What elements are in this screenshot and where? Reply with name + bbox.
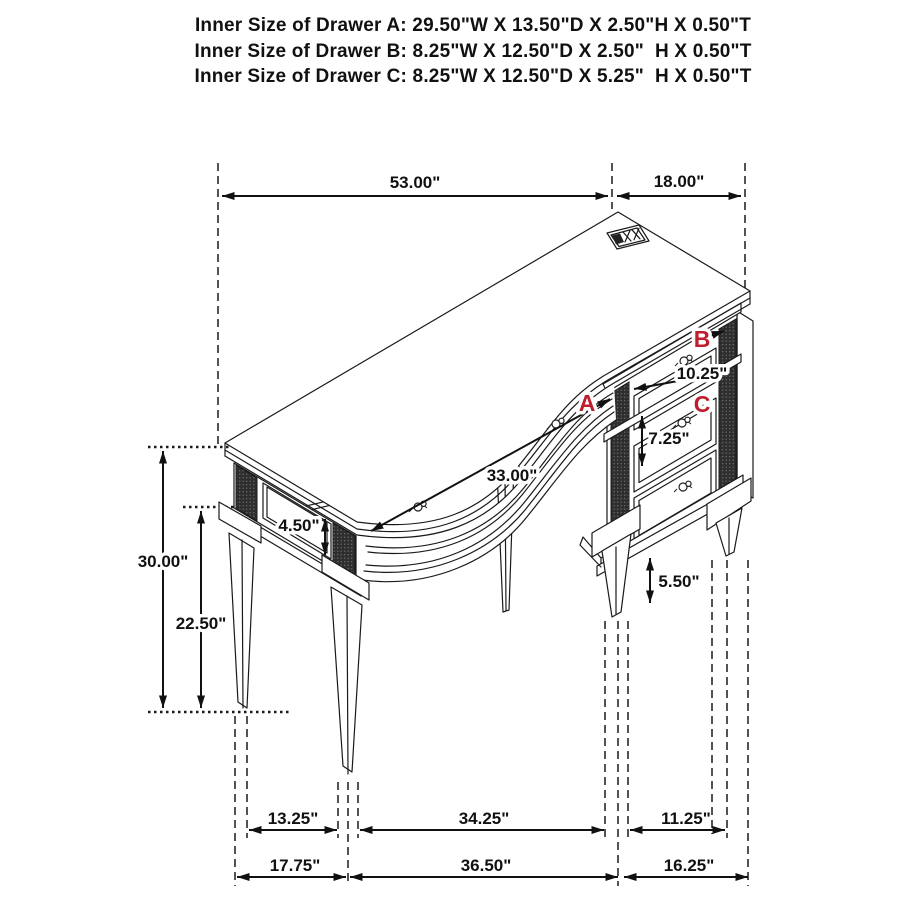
dim-drawer-c-face-height-label: 7.25" [648, 429, 690, 448]
dim-leg-height-label: 22.50" [175, 614, 227, 633]
back-left-leg [219, 502, 261, 708]
dim-row1-right-label: 11.25" [661, 809, 711, 828]
dim-drawer-a-length-label: 33.00" [486, 466, 538, 485]
drawer-b-size-text: Inner Size of Drawer B: 8.25"W X 12.50"D X 2.50" H X 0.50"T [194, 40, 752, 62]
dim-pedestal-drawer-width-label: 10.25" [676, 364, 728, 383]
drawer-b-marker: B [693, 326, 711, 352]
dim-desk-depth-label: 18.00" [653, 172, 705, 191]
dim-row2-left-label: 17.75" [269, 856, 321, 875]
drawer-a-size-text: Inner Size of Drawer A: 29.50"W X 13.50"D X 2.50"H X 0.50"T [194, 15, 752, 36]
pedestal-right-pilaster [719, 319, 736, 490]
pedestal-front-leg [592, 505, 640, 617]
dim-row1-center-label: 34.25" [458, 809, 510, 828]
dim-row1-left-label: 13.25" [267, 809, 319, 828]
pedestal-right-side [737, 311, 753, 498]
dim-apron-height-label: 4.50" [278, 516, 320, 535]
dim-overall-height-label: 30.00" [137, 552, 189, 571]
desk-drawing [219, 212, 753, 774]
front-left-leg [322, 555, 369, 774]
dim-row2-right-label: 16.25" [663, 856, 715, 875]
dim-row2-center-label: 36.50" [460, 856, 512, 875]
drawer-c-size-text: Inner Size of Drawer C: 8.25"W X 12.50"D X 5.25" H X 0.50"T [194, 66, 752, 87]
dim-pedestal-leg-height-label: 5.50" [658, 572, 700, 591]
drawer-c-marker: C [693, 391, 711, 417]
drawer-a-marker: A [578, 390, 596, 416]
dim-desk-width-label: 53.00" [389, 173, 441, 192]
